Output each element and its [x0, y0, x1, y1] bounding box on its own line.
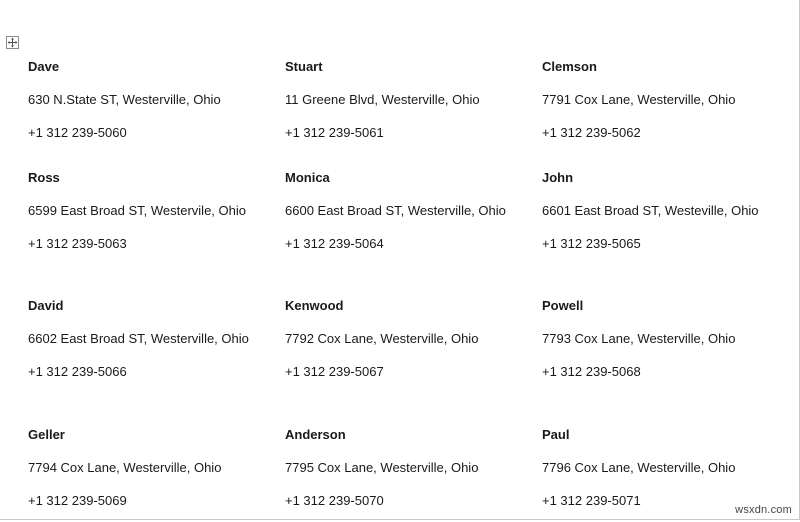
- contact-name: Stuart: [285, 59, 323, 74]
- contact-phone: +1 312 239-5069: [28, 493, 127, 508]
- contact-phone: +1 312 239-5062: [542, 125, 641, 140]
- contact-phone: +1 312 239-5066: [28, 364, 127, 379]
- contact-name: David: [28, 298, 64, 313]
- contact-address: 6600 East Broad ST, Westerville, Ohio: [285, 203, 506, 218]
- contact-phone: +1 312 239-5070: [285, 493, 384, 508]
- contact-phone: +1 312 239-5060: [28, 125, 127, 140]
- contact-address: 11 Greene Blvd, Westerville, Ohio: [285, 92, 480, 107]
- contact-name: Geller: [28, 427, 65, 442]
- contact-name: Dave: [28, 59, 60, 74]
- table-move-handle-icon[interactable]: [6, 36, 19, 49]
- contact-phone: +1 312 239-5067: [285, 364, 384, 379]
- contact-name: Kenwood: [285, 298, 344, 313]
- contact-name: John: [542, 170, 574, 185]
- contact-address: 7794 Cox Lane, Westerville, Ohio: [28, 460, 222, 475]
- contact-address: 7791 Cox Lane, Westerville, Ohio: [542, 92, 736, 107]
- contact-address: 6602 East Broad ST, Westerville, Ohio: [28, 331, 249, 346]
- contact-phone: +1 312 239-5061: [285, 125, 384, 140]
- contact-phone: +1 312 239-5064: [285, 236, 384, 251]
- contact-phone: +1 312 239-5068: [542, 364, 641, 379]
- contact-phone: +1 312 239-5071: [542, 493, 641, 508]
- contact-address: 6601 East Broad ST, Westeville, Ohio: [542, 203, 759, 218]
- contact-address: 7792 Cox Lane, Westerville, Ohio: [285, 331, 479, 346]
- contact-address: 7795 Cox Lane, Westerville, Ohio: [285, 460, 479, 475]
- contact-name: Clemson: [542, 59, 597, 74]
- contact-name: Paul: [542, 427, 570, 442]
- contact-name: Ross: [28, 170, 60, 185]
- contact-address: 6599 East Broad ST, Westervile, Ohio: [28, 203, 246, 218]
- contact-name: Powell: [542, 298, 584, 313]
- contact-name: Anderson: [285, 427, 346, 442]
- watermark: wsxdn.com: [735, 504, 792, 516]
- contact-phone: +1 312 239-5065: [542, 236, 641, 251]
- contact-phone: +1 312 239-5063: [28, 236, 127, 251]
- contact-address: 7793 Cox Lane, Westerville, Ohio: [542, 331, 736, 346]
- contact-name: Monica: [285, 170, 330, 185]
- contact-address: 7796 Cox Lane, Westerville, Ohio: [542, 460, 736, 475]
- contact-address: 630 N.State ST, Westerville, Ohio: [28, 92, 221, 107]
